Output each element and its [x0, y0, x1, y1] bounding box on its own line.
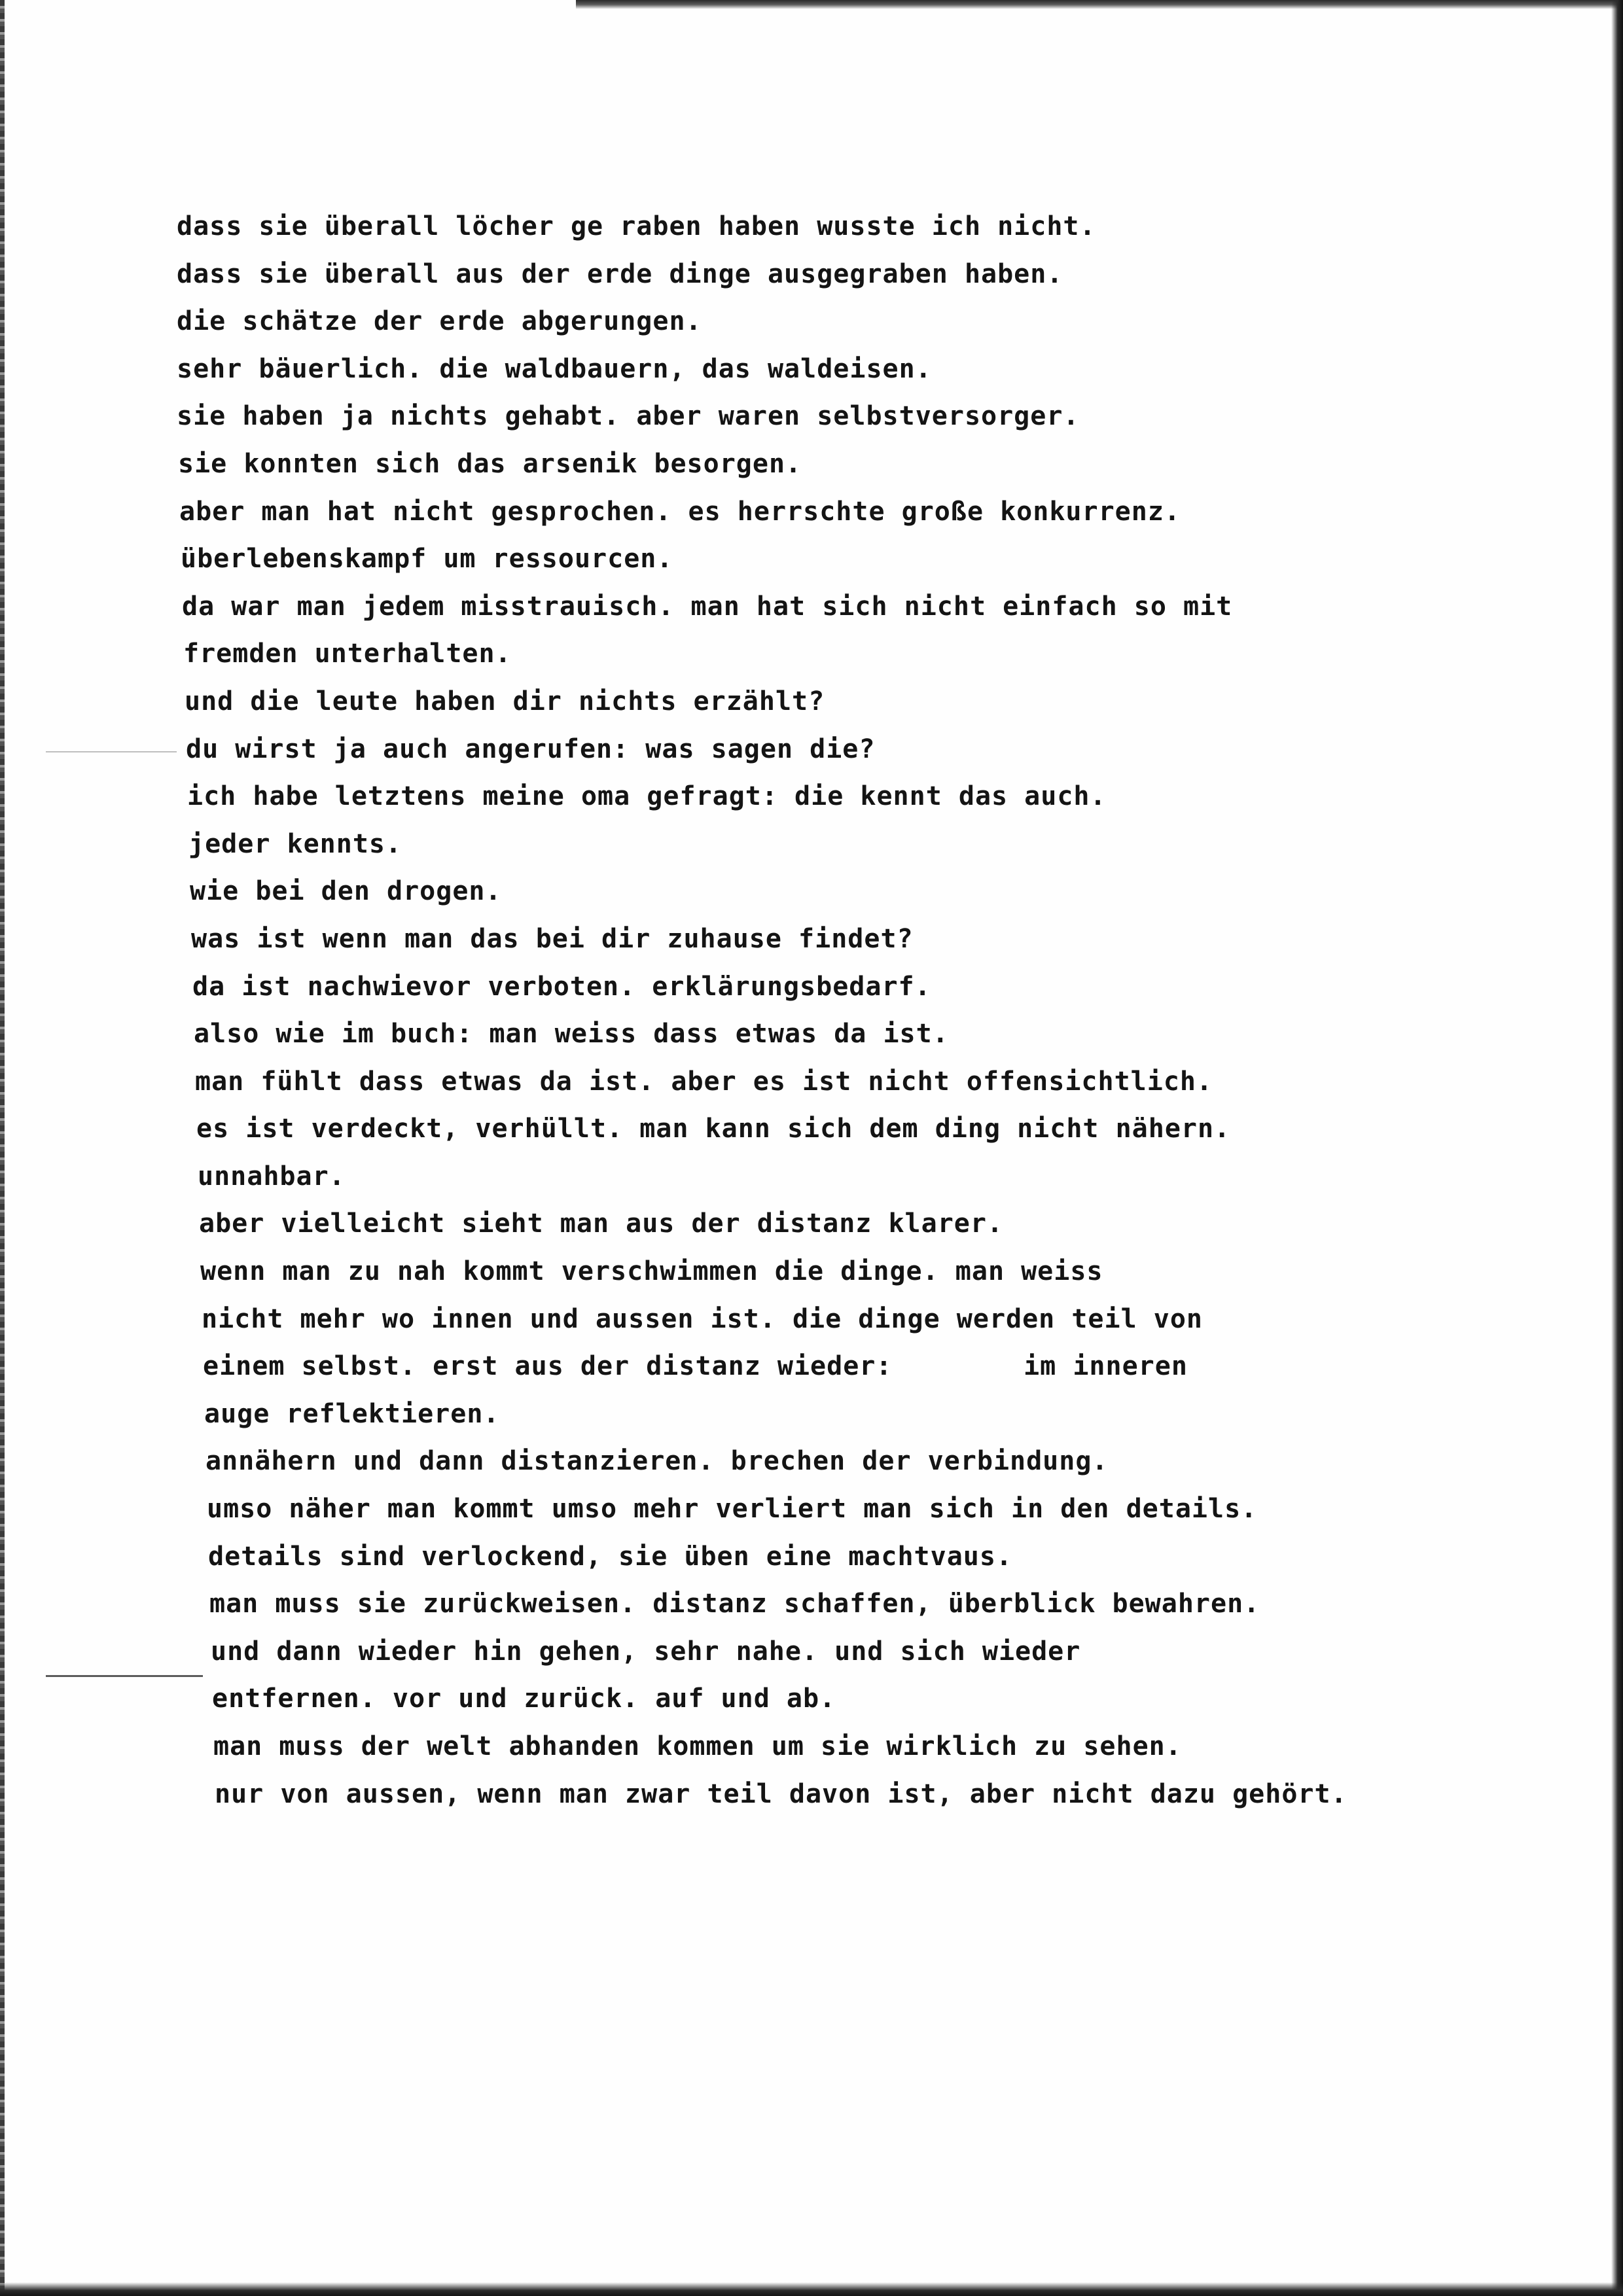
typewritten-text — [177, 203, 1486, 1818]
scan-edge-left — [0, 0, 5, 2296]
text-line: man fühlt dass etwas da ist. aber es ist nicht offensichtlich. — [195, 1066, 1213, 1097]
text-line: einem selbst. erst aus der distanz wieder: im inneren — [203, 1351, 1188, 1382]
text-line: entfernen. vor und zurück. auf und ab. — [212, 1684, 836, 1714]
text-line: man muss sie zurückweisen. distanz schaffen, überblick bewahren. — [209, 1589, 1260, 1619]
text-line: wenn man zu nah kommt verschwimmen die dinge. man weiss — [200, 1256, 1103, 1287]
text-line: sehr bäuerlich. die waldbauern, das waldeisen. — [177, 353, 932, 384]
text-line: man muss der welt abhanden kommen um sie wirklich zu sehen. — [213, 1731, 1182, 1761]
text-line: da war man jedem misstrauisch. man hat sich nicht einfach so mit — [182, 591, 1233, 622]
scan-edge-top — [576, 0, 1623, 9]
text-line: es ist verdeckt, verhüllt. man kann sich dem ding nicht nähern. — [196, 1114, 1231, 1144]
scan-edge-right — [1611, 0, 1623, 2296]
text-line: und dann wieder hin gehen, sehr nahe. und sich wieder — [211, 1636, 1081, 1667]
text-line: umso näher man kommt umso mehr verliert man sich in den details. — [207, 1494, 1258, 1525]
text-line: du wirst ja auch angerufen: was sagen die? — [186, 733, 876, 764]
text-line: unnahbar. — [198, 1161, 346, 1192]
text-line: sie haben ja nichts gehabt. aber waren selbstversorger. — [177, 401, 1080, 432]
pencil-mark — [46, 751, 177, 752]
text-line: auge reflektieren. — [204, 1398, 500, 1429]
text-line: jeder kennts. — [188, 828, 402, 859]
text-line: nicht mehr wo innen und aussen ist. die dinge werden teil von — [202, 1303, 1204, 1334]
text-line: da ist nachwievor verboten. erklärungsbedarf. — [192, 971, 931, 1002]
text-line: und die leute haben dir nichts erzählt? — [185, 686, 825, 716]
text-line: details sind verlockend, sie üben eine machtvaus. — [208, 1541, 1013, 1572]
text-line: annähern und dann distanzieren. brechen der verbindung. — [205, 1446, 1109, 1477]
text-line: aber man hat nicht gesprochen. es herrschte große konkurrenz. — [179, 496, 1181, 527]
text-line: sie konnten sich das arsenik besorgen. — [178, 448, 802, 479]
text-line: dass sie überall löcher ge raben haben wusste ich nicht. — [177, 211, 1096, 241]
text-line: ich habe letztens meine oma gefragt: die kennt das auch. — [187, 781, 1107, 812]
text-line: wie bei den drogen. — [190, 876, 502, 907]
text-line: dass sie überall aus der erde dinge ausgegraben haben. — [177, 258, 1063, 289]
text-line: überlebenskampf um ressourcen. — [181, 544, 673, 574]
text-line: nur von aussen, wenn man zwar teil davon ist, aber nicht dazu gehört. — [215, 1778, 1347, 1809]
text-line: die schätze der erde abgerungen. — [177, 306, 702, 337]
text-line: aber vielleicht sieht man aus der distanz klarer. — [199, 1209, 1004, 1239]
text-line: was ist wenn man das bei dir zuhause findet? — [191, 923, 914, 954]
scan-edge-bottom — [0, 2282, 1623, 2296]
text-line: also wie im buch: man weiss dass etwas da ist. — [194, 1019, 949, 1050]
text-line: fremden unterhalten. — [183, 639, 512, 669]
